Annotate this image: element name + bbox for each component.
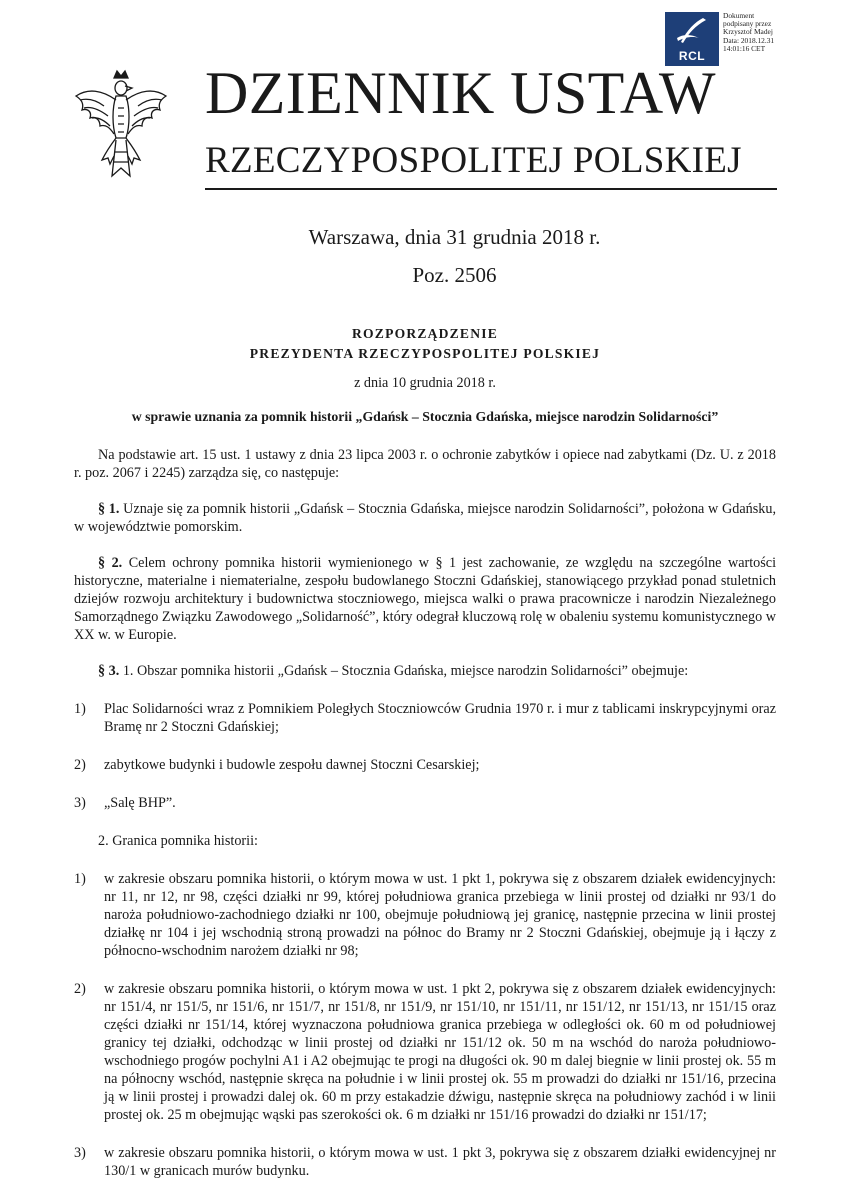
list-number: 1) [74, 701, 86, 717]
list-text: w zakresie obszaru pomnika historii, o którym mowa w ust. 1 pkt 1, pokrywa się z obszarem działek ewidencyjnych: nr 11, nr 12, nr 98, części działki nr 99, której południowa granica przebiega w linii prostej od działki nr 93/1 do naroża południowo-zachodniego działki nr 100, obejmuje południową jej granicę, następnie przecina w linii prostej działkę nr 104 i jej wschodnią stroną prowadzi na północ do Bramy nr 2 Stoczni Gdańskiej, obejmuje ją i łączy z północno-wschodnim narożem działki nr 98; [104, 871, 776, 959]
masthead-divider [205, 188, 777, 190]
act-content [74, 324, 776, 1180]
paragraph-text: 1. Obszar pomnika historii „Gdańsk – Stocznia Gdańska, miejsce narodzin Solidarności” obejmuje: [122, 663, 689, 679]
list-number: 2) [74, 981, 86, 997]
masthead-subtitle: RZECZYPOSPOLITEJ POLSKIEJ [205, 140, 742, 181]
paragraph-text: Celem ochrony pomnika historii wymienionego w § 1 jest zachowanie, ze względu na szczególne wartości historyczne, materialne i niematerialne, zespołu budowlanego Stoczni Gdańskiej, stanowiącego przykład ponad stuletnich dziejów rozwoju architektury i budownictwa stoczniowego, miejsca walki o prawa pracownicze i narodzin Niezależnego Samorządnego Związku Zawodowego „Solidarność”, który odegrał kluczową rolę w obaleniu systemu komunistycznego w XX w. w Europie. [74, 555, 777, 643]
list-item [74, 980, 776, 1124]
masthead-title: DZIENNIK USTAW [205, 60, 716, 126]
list-item [74, 1144, 776, 1180]
list-number: 3) [74, 795, 86, 811]
rcl-logo-text: RCL [678, 49, 706, 63]
boundary-intro: 2. Granica pomnika historii: [98, 833, 258, 849]
list-text: w zakresie obszaru pomnika historii, o którym mowa w ust. 1 pkt 2, pokrywa się z obszarem działek ewidencyjnych: nr 151/4, nr 151/5, nr 151/6, nr 151/7, nr 151/8, nr 151/9, nr 151/10, nr 151/11, nr 151/12, nr 151/13, nr 151/15 oraz części działki nr 151/14, której wyznaczona południowa granica przebiega w odległości ok. 60 m od południowej granicy tej działki, odchodząc w linii prostej od działki nr 151/12 ok. 50 m na wschód do naroża południowo-wschodniego progów pochylni A1 i A2 obejmując te progi na długości ok. 90 m dalej biegnie w linii prostej ok. 55 m na północny wschód, następnie skręca na południe i w linii prostej ok. 55 m prowadzi do działki nr 151/16, przecina ją w linii prostej i prowadzi dalej ok. 60 m przy estakadzie dźwigu, następnie skręca na południowy zachód i w linii prostej ok. 25 m obejmując wąski pas szerokości ok. 6 m działki nr 151/16 prowadzi do działki nr 151/17; [104, 981, 776, 1123]
list-item [74, 870, 776, 960]
list-text: Plac Solidarności wraz z Pomnikiem Poległych Stoczniowców Grudnia 1970 r. i mur z tablicami inskrypcyjnymi oraz Bramę nr 2 Stoczni Gdańskiej; [104, 701, 776, 735]
signature-line: podpisany przez [723, 19, 772, 29]
quill-icon [673, 16, 711, 46]
list-item [74, 794, 776, 812]
eagle-emblem-icon [72, 68, 170, 180]
publication-date: Warszawa, dnia 31 grudnia 2018 r. [308, 225, 601, 249]
signature-line: Krzysztof Madej [723, 27, 773, 37]
list-number: 2) [74, 757, 86, 773]
list-text: zabytkowe budynki i budowle zespołu dawnej Stoczni Cesarskiej; [104, 757, 480, 773]
paragraph-1 [74, 500, 776, 536]
position-number: Poz. 2506 [412, 263, 497, 287]
list-item [74, 700, 776, 736]
signature-line: 14:01:16 CET [723, 43, 766, 53]
paragraph-text: Uznaje się za pomnik historii „Gdańsk – Stocznia Gdańska, miejsce narodzin Solidarności”, położona w Gdańsku, w województwie pomorskim. [74, 501, 777, 535]
list-item [74, 756, 776, 774]
paragraph-mark: § 2. [98, 555, 123, 571]
signature-line: Data: 2018.12.31 [723, 35, 775, 45]
act-subject: w sprawie uznania za pomnik historii „Gdańsk – Stocznia Gdańska, miejsce narodzin Solidarności” [131, 409, 719, 424]
list-number: 1) [74, 871, 86, 887]
act-issuer: PREZYDENTA RZECZYPOSPOLITEJ POLSKIEJ [249, 346, 601, 361]
paragraph-mark: § 1. [98, 501, 120, 517]
rcl-logo [665, 12, 719, 66]
preamble: Na podstawie art. 15 ust. 1 ustawy z dnia 23 lipca 2003 r. o ochronie zabytków i opiece nad zabytkami (Dz. U. z 2018 r. poz. 2067 i 2245) zarządza się, co następuje: [74, 447, 776, 481]
act-type: ROZPORZĄDZENIE [352, 326, 498, 341]
signature-stamp [665, 12, 779, 66]
paragraph-2 [74, 554, 776, 644]
list-text: w zakresie obszaru pomnika historii, o którym mowa w ust. 1 pkt 3, pokrywa się z obszarem działki ewidencyjnej nr 130/1 w granicach murów budynku. [104, 1145, 776, 1179]
paragraph-3 [74, 662, 776, 680]
list-text: „Salę BHP”. [104, 795, 176, 811]
list-number: 3) [74, 1145, 86, 1161]
act-date: z dnia 10 grudnia 2018 r. [354, 375, 496, 391]
signature-line: Dokument [723, 11, 755, 20]
signature-details [723, 12, 774, 53]
paragraph-mark: § 3. [98, 663, 120, 679]
